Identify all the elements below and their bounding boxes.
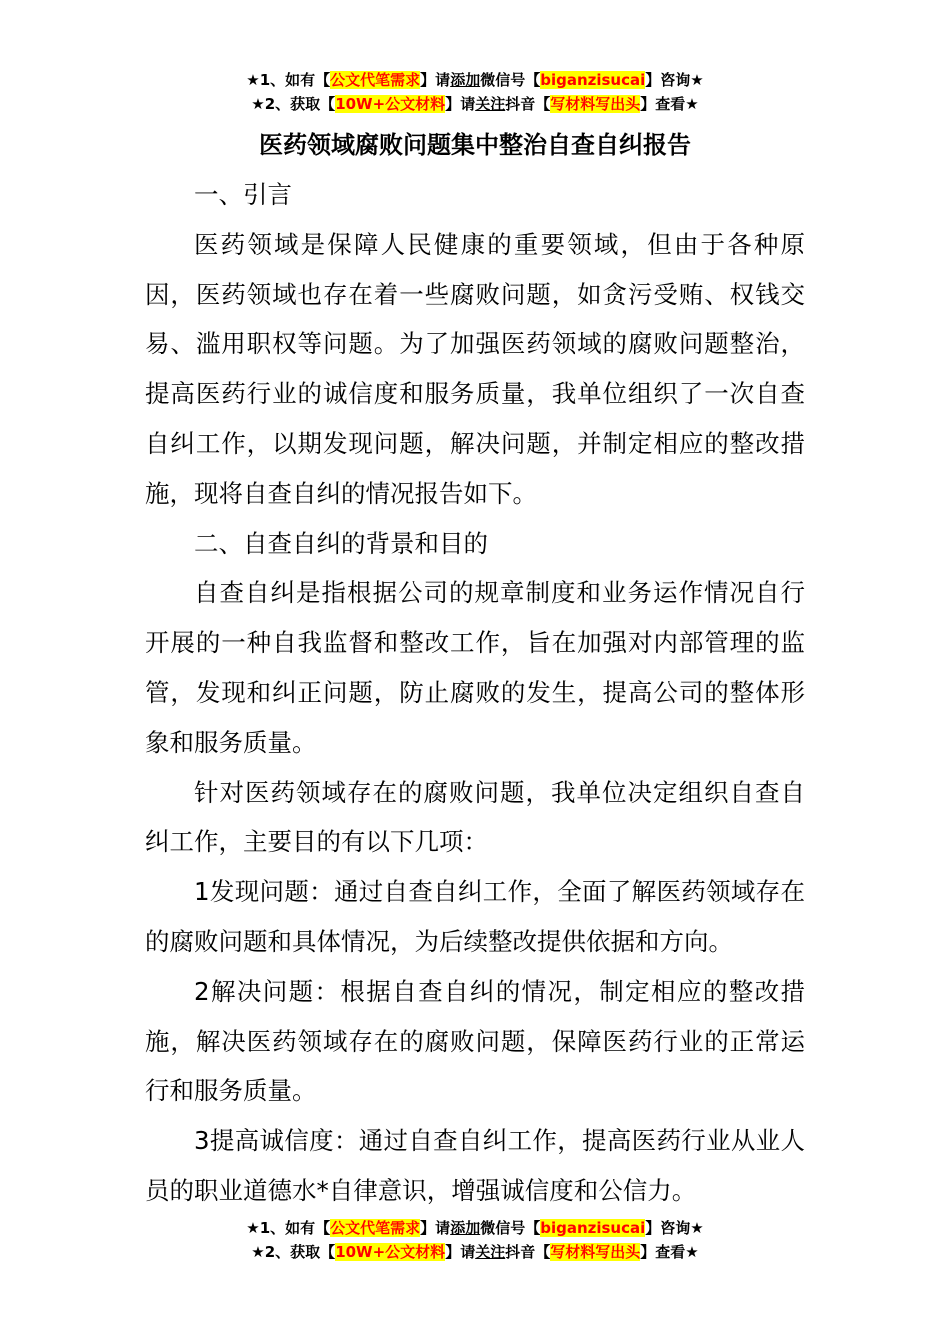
list-item-improve-integrity: 3提高诚信度：通过自查自纠工作，提高医药行业从业人员的职业道德水*自律意识，增强诚信度和公信力。 — [145, 1126, 805, 1205]
ad-underlined-word: 添加 — [450, 1219, 481, 1237]
ad-text-mid: 】请 — [445, 95, 476, 113]
ad-text-mid: 微信号【 — [480, 71, 541, 89]
section-heading-background: 二、自查自纠的背景和目的 — [194, 528, 488, 558]
section-heading-intro: 一、引言 — [194, 180, 292, 209]
ad-notice-header — [0, 68, 950, 116]
ad-text-suffix: 】咨询★ — [645, 71, 704, 89]
ad-underlined-word: 添加 — [450, 71, 481, 89]
ad-text-mid: 抖音【 — [505, 1243, 551, 1261]
paragraph-purpose-intro: 针对医药领域存在的腐败问题，我单位决定组织自查自纠工作，主要目的有以下几项： — [145, 777, 805, 857]
paragraph-intro: 医药领域是保障人民健康的重要领域，但由于各种原因，医药领域也存在着一些腐败问题，如贪污受贿、权钱交易、滥用职权等问题。为了加强医药领域的腐败问题整治，提高医药行业的诚信度和服务质量，我单位组织了一次自查自纠工作，以期发现问题，解决问题，并制定相应的整改措施，现将自查自纠的情况报告如下。 — [145, 229, 805, 508]
ad-highlight-douyin-account: 写材料写出头 — [550, 95, 641, 113]
ad-highlight-service: 公文代笔需求 — [330, 71, 421, 89]
ad-underlined-word: 关注 — [475, 1243, 506, 1261]
ad-highlight-materials: 10W+公文材料 — [335, 95, 446, 113]
ad-text-mid: 】请 — [420, 71, 451, 89]
ad-text-mid: 】请 — [445, 1243, 476, 1261]
list-item-find-problems: 1发现问题：通过自查自纠工作，全面了解医药领域存在的腐败问题和具体情况，为后续整改提供依据和方向。 — [145, 877, 805, 956]
ad-notice-footer — [0, 1216, 950, 1264]
ad-text-mid: 微信号【 — [480, 1219, 541, 1237]
ad-text-suffix: 】查看★ — [640, 95, 699, 113]
ad-text-mid: 抖音【 — [505, 95, 551, 113]
ad-highlight-douyin-account: 写材料写出头 — [550, 1243, 641, 1261]
ad-notice-line-1 — [0, 1216, 950, 1240]
ad-text-prefix: ★2、获取【 — [251, 1243, 336, 1261]
ad-highlight-service: 公文代笔需求 — [330, 1219, 421, 1237]
ad-highlight-wechat-id: biganzisucai — [540, 71, 646, 89]
ad-text-prefix: ★1、如有【 — [246, 1219, 331, 1237]
ad-text-suffix: 】查看★ — [640, 1243, 699, 1261]
document-body — [145, 170, 805, 1216]
paragraph-definition: 自查自纠是指根据公司的规章制度和业务运作情况自行开展的一种自我监督和整改工作，旨在加强对内部管理的监管，发现和纠正问题，防止腐败的发生，提高公司的整体形象和服务质量。 — [145, 578, 805, 757]
document-title: 医药领域腐败问题集中整治自查自纠报告 — [259, 131, 691, 159]
ad-highlight-materials: 10W+公文材料 — [335, 1243, 446, 1261]
ad-notice-line-2 — [0, 92, 950, 116]
ad-text-prefix: ★2、获取【 — [251, 95, 336, 113]
ad-highlight-wechat-id: biganzisucai — [540, 1219, 646, 1237]
ad-text-mid: 】请 — [420, 1219, 451, 1237]
ad-notice-line-2 — [0, 1240, 950, 1264]
list-item-solve-problems: 2解决问题：根据自查自纠的情况，制定相应的整改措施，解决医药领域存在的腐败问题，保障医药行业的正常运行和服务质量。 — [145, 976, 805, 1106]
ad-text-suffix: 】咨询★ — [645, 1219, 704, 1237]
ad-notice-line-1 — [0, 68, 950, 92]
ad-underlined-word: 关注 — [475, 95, 506, 113]
ad-text-prefix: ★1、如有【 — [246, 71, 331, 89]
